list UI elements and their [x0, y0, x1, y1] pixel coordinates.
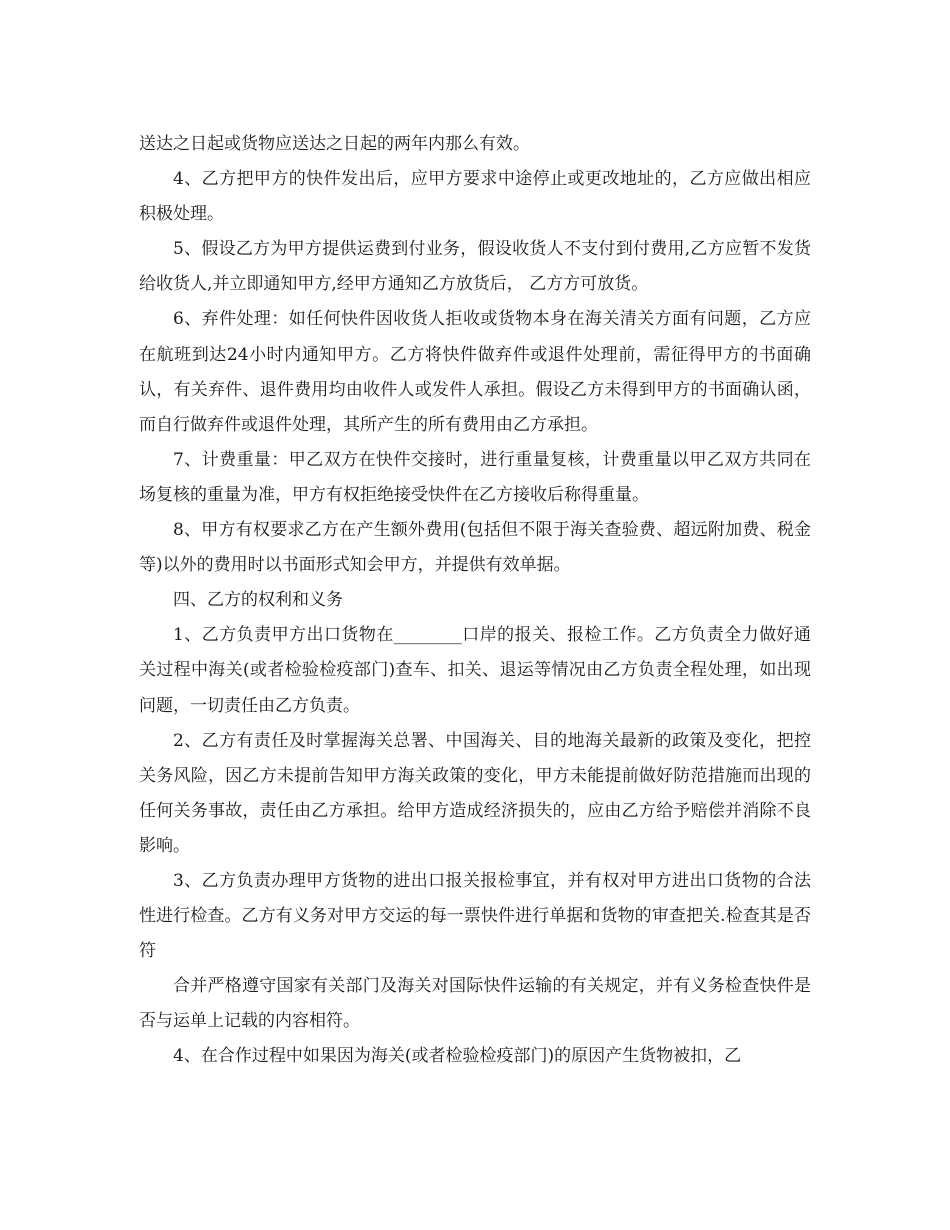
paragraph-10: 3、乙方负责办理甲方货物的进出口报关报检事宜，并有权对甲方进出口货物的合法性进行检查。乙方有义务对甲方交运的每一票快件进行单据和货物的审查把关.检查其是否符 — [139, 870, 811, 962]
paragraph-5: 7、计费重量：甲乙双方在快件交接时，进行重量复核，计费重量以甲乙双方共同在场复核的重量为准，甲方有权拒绝接受快件在乙方接收后称得重量。 — [139, 449, 811, 505]
paragraph-8: 1、乙方负责甲方出口货物在________口岸的报关、报检工作。乙方负责全力做好通关过程中海关(或者检验检疫部门)查车、扣关、退运等情况由乙方负责全程处理，如出现问题，一切责任由乙方负责。 — [139, 625, 811, 716]
paragraph-9: 2、乙方有责任及时掌握海关总署、中国海关、目的地海关最新的政策及变化，把控关务风险，因乙方未提前告知甲方海关政策的变化，甲方未能提前做好防范措施而出现的任何关务事故，责任由乙方承担。给甲方造成经济损失的，应由乙方给予赔偿并消除不良影响。 — [139, 730, 811, 856]
paragraph-6: 8、甲方有权要求乙方在产生额外费用(包括但不限于海关查验费、超远附加费、税金等)以外的费用时以书面形式知会甲方，并提供有效单据。 — [139, 520, 811, 576]
document-body — [139, 127, 811, 1075]
paragraph-11: 合并严格遵守国家有关部门及海关对国际快件运输的有关规定，并有义务检查快件是否与运单上记载的内容相符。 — [139, 976, 811, 1032]
paragraph-12: 4、在合作过程中如果因为海关(或者检验检疫部门)的原因产生货物被扣，乙 — [173, 1046, 742, 1067]
section-heading: 四、乙方的权利和义务 — [173, 590, 343, 611]
paragraph-4: 6、弃件处理：如任何快件因收货人拒收或货物本身在海关清关方面有问题，乙方应在航班到达24小时内通知甲方。乙方将快件做弃件或退件处理前，需征得甲方的书面确认，有关弃件、退件费用均由收件人或发件人承担。假设乙方未得到甲方的书面确认函，而自行做弃件或退件处理，其所产生的所有费用由乙方承担。 — [139, 309, 811, 435]
paragraph-2: 4、乙方把甲方的快件发出后，应甲方要求中途停止或更改地址的，乙方应做出相应积极处理。 — [139, 169, 811, 225]
paragraph-3: 5、假设乙方为甲方提供运费到付业务，假设收货人不支付到付费用,乙方应暂不发货给收货人,并立即通知甲方,经甲方通知乙方放货后， 乙方方可放货。 — [139, 239, 811, 295]
paragraph-1: 送达之日起或货物应送达之日起的两年内那么有效。 — [139, 134, 530, 154]
